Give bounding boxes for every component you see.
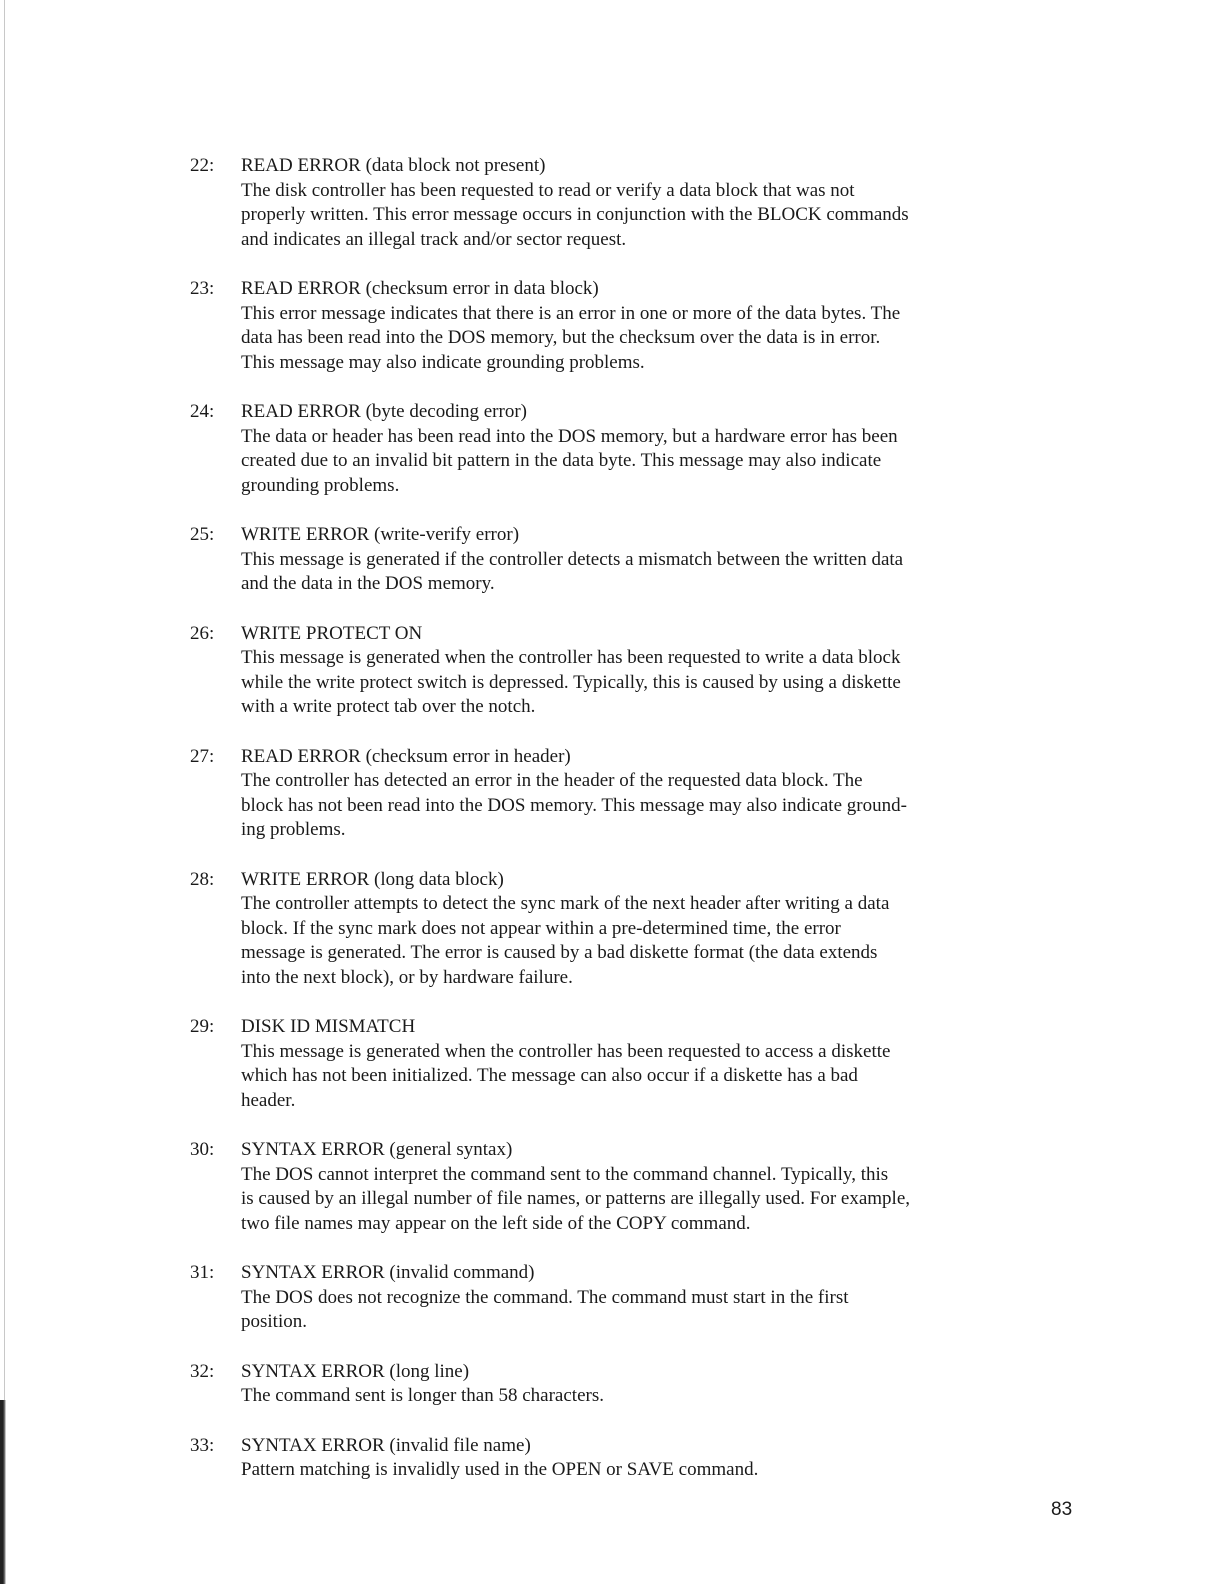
error-description-line: The DOS cannot interpret the command sent to the command channel. Typically, this: [241, 1163, 889, 1185]
error-code: 24:: [190, 401, 215, 422]
error-code: 29:: [190, 1016, 215, 1037]
error-description-line: which has not been initialized. The message can also occur if a diskette has a bad: [241, 1065, 858, 1086]
error-message-list: [190, 154, 1070, 1508]
error-description-line: The command sent is longer than 58 characters.: [241, 1385, 604, 1406]
error-description-line: The DOS does not recognize the command. The command must start in the first: [241, 1286, 849, 1308]
error-title: SYNTAX ERROR (general syntax): [241, 1139, 513, 1160]
error-code: 25:: [190, 524, 215, 545]
error-code: 22:: [190, 155, 215, 176]
error-title: READ ERROR (checksum error in data block): [241, 278, 599, 299]
error-code: 30:: [190, 1139, 215, 1160]
error-description-line: is caused by an illegal number of file names, or patterns are illegally used. For example,: [241, 1188, 911, 1209]
error-code: 31:: [190, 1262, 215, 1283]
error-entry: [190, 1261, 1070, 1335]
error-code: 26:: [190, 622, 215, 644]
error-entry: [190, 1015, 1070, 1113]
page-number: 83: [1051, 1499, 1073, 1520]
error-description-line: This message is generated if the controller detects a mismatch between the written data: [241, 548, 904, 570]
error-entry: [190, 277, 1070, 375]
error-description-line: properly written. This error message occurs in conjunction with the BLOCK commands: [241, 204, 909, 225]
error-code: 33:: [190, 1434, 215, 1456]
error-code: 32:: [190, 1360, 215, 1382]
binding-edge: [4, 0, 9, 1584]
error-description-line: while the write protect switch is depressed. Typically, this is caused by using a diskette: [241, 671, 901, 693]
error-entry: [190, 622, 1070, 720]
error-description-line: message is generated. The error is caused by a bad diskette format (the data extends: [241, 942, 878, 963]
error-title: READ ERROR (byte decoding error): [241, 401, 527, 422]
error-entry: [190, 868, 1070, 991]
error-description-line: The controller attempts to detect the sync mark of the next header after writing a data: [241, 893, 890, 914]
error-entry: [190, 400, 1070, 498]
error-description-line: two file names may appear on the left side of the COPY command.: [241, 1212, 751, 1234]
error-code: 27:: [190, 745, 215, 767]
error-description-line: block has not been read into the DOS memory. This message may also indicate ground-: [241, 794, 907, 816]
error-description-line: ing problems.: [241, 819, 346, 840]
error-title: WRITE PROTECT ON: [241, 622, 423, 644]
error-description-line: Pattern matching is invalidly used in the OPEN or SAVE command.: [241, 1459, 759, 1480]
error-description-line: created due to an invalid bit pattern in the data byte. This message may also indicate: [241, 450, 882, 471]
error-entry: [190, 1360, 1070, 1409]
error-title: WRITE ERROR (write-verify error): [241, 524, 520, 545]
error-description-line: This message is generated when the controller has been requested to access a diskette: [241, 1040, 891, 1062]
error-description-line: block. If the sync mark does not appear within a pre-determined time, the error: [241, 917, 841, 939]
error-entry: [190, 523, 1070, 597]
error-description-line: and indicates an illegal track and/or sector request.: [241, 228, 627, 250]
error-description-line: data has been read into the DOS memory, but the checksum over the data is in error.: [241, 327, 881, 348]
error-title: READ ERROR (data block not present): [241, 155, 546, 176]
error-title: SYNTAX ERROR (invalid command): [241, 1262, 535, 1283]
error-entry: [190, 1138, 1070, 1236]
error-title: READ ERROR (checksum error in header): [241, 745, 571, 767]
error-description-line: The data or header has been read into the DOS memory, but a hardware error has been: [241, 425, 898, 447]
error-description-line: This error message indicates that there is an error in one or more of the data bytes. The: [241, 302, 901, 324]
error-description-line: into the next block), or by hardware failure.: [241, 966, 573, 988]
error-title: DISK ID MISMATCH: [241, 1016, 416, 1037]
error-description-line: This message is generated when the controller has been requested to write a data block: [241, 647, 901, 668]
error-title: WRITE ERROR (long data block): [241, 868, 504, 890]
error-description-line: position.: [241, 1311, 307, 1332]
error-code: 23:: [190, 278, 215, 299]
error-description-line: The disk controller has been requested to read or verify a data block that was not: [241, 179, 855, 201]
error-title: SYNTAX ERROR (invalid file name): [241, 1434, 531, 1456]
error-description-line: header.: [241, 1089, 296, 1111]
error-code: 28:: [190, 868, 215, 890]
error-description-line: This message may also indicate grounding problems.: [241, 351, 645, 373]
binding-shadow: [0, 1400, 6, 1584]
error-entry: [190, 154, 1070, 252]
error-description-line: with a write protect tab over the notch.: [241, 696, 536, 717]
error-title: SYNTAX ERROR (long line): [241, 1360, 470, 1382]
error-description-line: grounding problems.: [241, 474, 400, 496]
error-entry: [190, 1434, 1070, 1483]
error-description-line: and the data in the DOS memory.: [241, 573, 495, 594]
error-entry: [190, 745, 1070, 843]
error-description-line: The controller has detected an error in the header of the requested data block. The: [241, 770, 863, 791]
